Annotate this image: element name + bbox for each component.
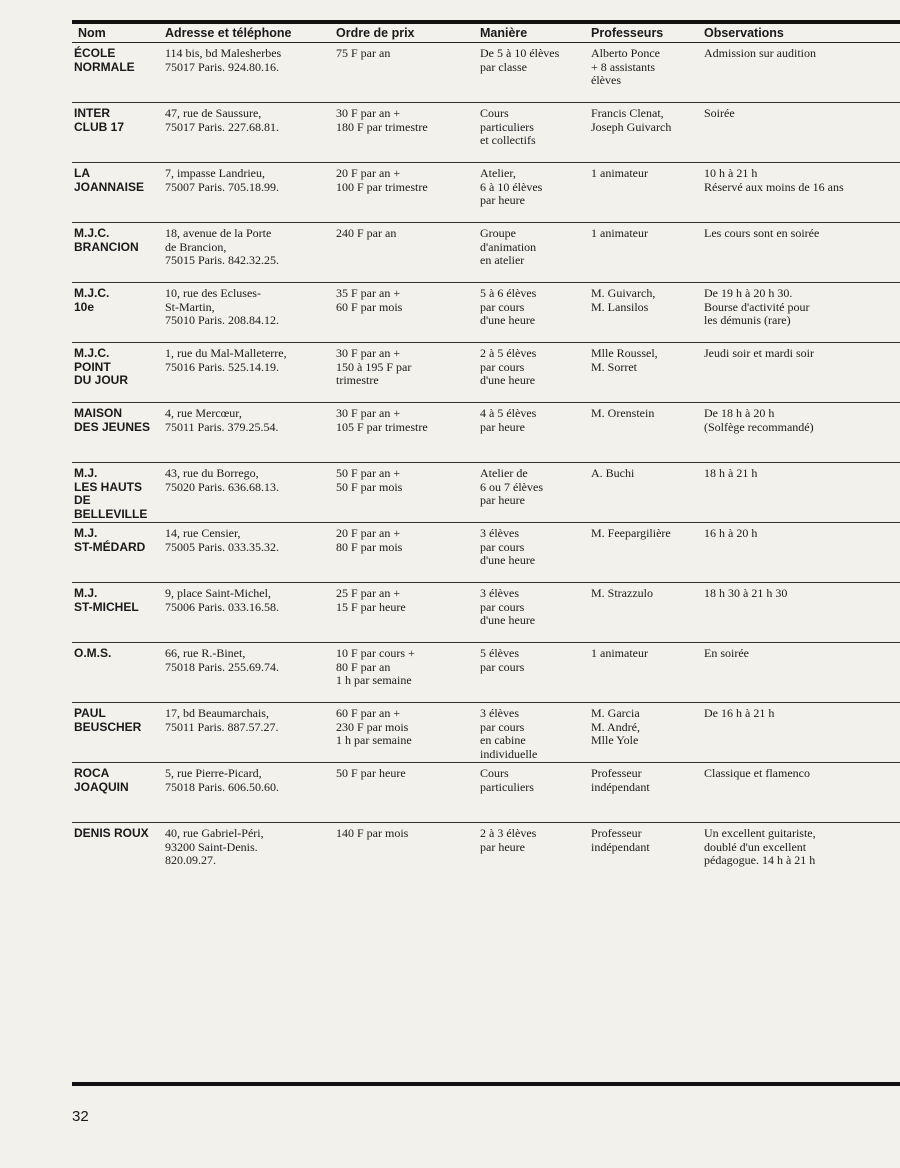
text-line: pédagogue. 14 h à 21 h xyxy=(704,853,816,867)
table-row xyxy=(72,823,900,883)
text-line: INTER xyxy=(74,106,110,120)
cell-maniere xyxy=(474,823,585,883)
text-line: PAUL xyxy=(74,706,106,720)
text-line: par heure xyxy=(480,193,525,207)
text-line: En soirée xyxy=(704,646,749,660)
text-line: DENIS ROUX xyxy=(74,826,149,840)
text-line: Cours xyxy=(480,106,509,120)
table-row xyxy=(72,463,900,523)
text-line: 18, avenue de la Porte xyxy=(165,226,272,240)
page-number: 32 xyxy=(72,1108,89,1125)
text-line: particuliers xyxy=(480,779,534,794)
cell-nom xyxy=(72,43,159,103)
cell-adresse xyxy=(159,703,330,763)
cell-nom xyxy=(72,403,159,463)
text-line: indépendant xyxy=(591,839,650,854)
text-line: 180 F par trimestre xyxy=(336,119,428,134)
cell-maniere xyxy=(474,463,585,523)
cell-adresse xyxy=(159,403,330,463)
cell-observations xyxy=(698,403,900,463)
text-line: M. Garcia xyxy=(591,706,640,720)
text-line: (Solfège recommandé) xyxy=(704,419,814,434)
text-line: Atelier de xyxy=(480,466,528,480)
cell-maniere xyxy=(474,43,585,103)
cell-observations xyxy=(698,463,900,523)
cell-maniere xyxy=(474,403,585,463)
cell-observations xyxy=(698,583,900,643)
text-line: 75018 Paris. 606.50.60. xyxy=(165,779,279,794)
text-line: 40, rue Gabriel-Péri, xyxy=(165,826,264,840)
text-line: 80 F par mois xyxy=(336,539,403,554)
text-line: par classe xyxy=(480,59,527,74)
text-line: 105 F par trimestre xyxy=(336,419,428,434)
text-line: 75017 Paris. 924.80.16. xyxy=(165,59,279,74)
text-line: Les cours sont en soirée xyxy=(704,226,820,240)
cell-adresse xyxy=(159,583,330,643)
text-line: 16 h à 20 h xyxy=(704,526,758,540)
text-line: 25 F par an + xyxy=(336,586,401,600)
table-row xyxy=(72,523,900,583)
text-line: 30 F par an + xyxy=(336,406,401,420)
text-line: 18 h à 21 h xyxy=(704,466,758,480)
text-line: O.M.S. xyxy=(74,646,112,660)
text-line: d'une heure xyxy=(480,313,536,327)
text-line: De 16 h à 21 h xyxy=(704,706,775,720)
text-line: 50 F par heure xyxy=(336,766,406,780)
text-line: 1 animateur xyxy=(591,166,648,180)
text-line: 10 F par cours + xyxy=(336,646,415,660)
text-line: d'une heure xyxy=(480,613,536,627)
text-line: CLUB 17 xyxy=(74,119,125,134)
text-line: trimestre xyxy=(336,373,379,387)
text-line: 75011 Paris. 887.57.27. xyxy=(165,719,279,734)
text-line: 4 à 5 élèves xyxy=(480,406,537,420)
text-line: de Brancion, xyxy=(165,239,227,254)
table-row xyxy=(72,223,900,283)
text-line: M. Sorret xyxy=(591,359,637,374)
text-line: 18 h 30 à 21 h 30 xyxy=(704,586,788,600)
text-line: 230 F par mois xyxy=(336,719,409,734)
text-line: par cours xyxy=(480,659,525,674)
header-observations: Observations xyxy=(698,24,900,43)
text-line: ÉCOLE xyxy=(74,46,116,60)
text-line: 20 F par an + xyxy=(336,526,401,540)
text-line: 10, rue des Ecluses- xyxy=(165,286,261,300)
header-nom: Nom xyxy=(72,24,159,43)
text-line: 10 h à 21 h xyxy=(704,166,758,180)
cell-observations xyxy=(698,643,900,703)
table-row xyxy=(72,283,900,343)
cell-prix xyxy=(330,403,474,463)
text-line: 5, rue Pierre-Picard, xyxy=(165,766,262,780)
table-row xyxy=(72,103,900,163)
cell-adresse xyxy=(159,343,330,403)
text-line: Bourse d'activité pour xyxy=(704,299,810,314)
text-line: ROCA xyxy=(74,766,110,780)
text-line: 150 à 195 F par xyxy=(336,359,412,374)
cell-observations xyxy=(698,763,900,823)
text-line: 1 animateur xyxy=(591,646,648,660)
cell-professeurs xyxy=(585,463,698,523)
cell-adresse xyxy=(159,643,330,703)
text-line: POINT xyxy=(74,359,111,374)
text-line: et collectifs xyxy=(480,133,536,147)
bottom-rule xyxy=(72,1082,900,1086)
text-line: 75016 Paris. 525.14.19. xyxy=(165,359,279,374)
cell-professeurs xyxy=(585,823,698,883)
text-line: Un excellent guitariste, xyxy=(704,826,816,840)
text-line: DE xyxy=(74,493,91,507)
text-line: Admission sur audition xyxy=(704,46,817,60)
text-line: 6 à 10 élèves xyxy=(480,179,543,194)
text-line: d'une heure xyxy=(480,553,536,567)
text-line: Professeur xyxy=(591,826,642,840)
cell-professeurs xyxy=(585,223,698,283)
cell-maniere xyxy=(474,343,585,403)
cell-adresse xyxy=(159,823,330,883)
text-line: en atelier xyxy=(480,253,525,267)
cell-prix xyxy=(330,283,474,343)
text-line: M. Feepargilière xyxy=(591,526,671,540)
cell-maniere xyxy=(474,523,585,583)
table-row xyxy=(72,643,900,703)
cell-observations xyxy=(698,523,900,583)
cell-maniere xyxy=(474,163,585,223)
text-line: BEUSCHER xyxy=(74,719,142,734)
text-line: 17, bd Beaumarchais, xyxy=(165,706,269,720)
text-line: par cours xyxy=(480,599,525,614)
text-line: M.J. xyxy=(74,526,98,540)
table-row xyxy=(72,163,900,223)
text-line: 75015 Paris. 842.32.25. xyxy=(165,253,279,267)
text-line: 93200 Saint-Denis. xyxy=(165,839,258,854)
text-line: Francis Clenat, xyxy=(591,106,664,120)
text-line: 820.09.27. xyxy=(165,853,216,867)
text-line: M. Orenstein xyxy=(591,406,655,420)
text-line: 2 à 3 élèves xyxy=(480,826,537,840)
cell-adresse xyxy=(159,463,330,523)
text-line: Mlle Roussel, xyxy=(591,346,658,360)
cell-maniere xyxy=(474,643,585,703)
text-line: M. Lansilos xyxy=(591,299,649,314)
text-line: 15 F par heure xyxy=(336,599,406,614)
cell-prix xyxy=(330,103,474,163)
text-line: 5 à 6 élèves xyxy=(480,286,537,300)
cell-observations xyxy=(698,823,900,883)
text-line: 3 élèves xyxy=(480,526,519,540)
schools-table xyxy=(72,24,900,882)
text-line: DES JEUNES xyxy=(74,419,151,434)
text-line: Alberto Ponce xyxy=(591,46,660,60)
text-line: 75020 Paris. 636.68.13. xyxy=(165,479,279,494)
cell-observations xyxy=(698,223,900,283)
text-line: 1 h par semaine xyxy=(336,733,412,747)
text-line: par heure xyxy=(480,493,525,507)
text-line: 1 animateur xyxy=(591,226,648,240)
text-line: St-Martin, xyxy=(165,299,215,314)
text-line: 1, rue du Mal-Malleterre, xyxy=(165,346,287,360)
text-line: Soirée xyxy=(704,106,735,120)
text-line: M.J. xyxy=(74,586,98,600)
cell-observations xyxy=(698,43,900,103)
text-line: particuliers xyxy=(480,119,534,134)
text-line: Classique et flamenco xyxy=(704,766,810,780)
text-line: 20 F par an + xyxy=(336,166,401,180)
text-line: Professeur xyxy=(591,766,642,780)
header-row xyxy=(72,24,900,43)
cell-nom xyxy=(72,703,159,763)
cell-prix xyxy=(330,223,474,283)
cell-professeurs xyxy=(585,283,698,343)
text-line: De 5 à 10 élèves xyxy=(480,46,560,60)
cell-prix xyxy=(330,703,474,763)
text-line: 30 F par an + xyxy=(336,346,401,360)
cell-adresse xyxy=(159,763,330,823)
text-line: 3 élèves xyxy=(480,586,519,600)
cell-adresse xyxy=(159,43,330,103)
text-line: M.J.C. xyxy=(74,346,110,360)
text-line: JOANNAISE xyxy=(74,179,145,194)
cell-adresse xyxy=(159,283,330,343)
text-line: 3 élèves xyxy=(480,706,519,720)
text-line: 5 élèves xyxy=(480,646,519,660)
text-line: M. Strazzulo xyxy=(591,586,653,600)
text-line: Mlle Yole xyxy=(591,733,639,747)
cell-nom xyxy=(72,823,159,883)
text-line: 100 F par trimestre xyxy=(336,179,428,194)
cell-prix xyxy=(330,163,474,223)
text-line: 30 F par an + xyxy=(336,106,401,120)
table-row xyxy=(72,703,900,763)
text-line: 75007 Paris. 705.18.99. xyxy=(165,179,279,194)
table-row xyxy=(72,763,900,823)
text-line: ST-MÉDARD xyxy=(74,539,146,554)
text-line: 47, rue de Saussure, xyxy=(165,106,262,120)
cell-prix xyxy=(330,583,474,643)
text-line: 14, rue Censier, xyxy=(165,526,241,540)
header-maniere: Manière xyxy=(474,24,585,43)
table-row xyxy=(72,343,900,403)
cell-observations xyxy=(698,103,900,163)
text-line: 75017 Paris. 227.68.81. xyxy=(165,119,279,134)
cell-maniere xyxy=(474,583,585,643)
cell-professeurs xyxy=(585,163,698,223)
cell-professeurs xyxy=(585,643,698,703)
text-line: 43, rue du Borrego, xyxy=(165,466,259,480)
text-line: 240 F par an xyxy=(336,226,397,240)
text-line: Atelier, xyxy=(480,166,516,180)
text-line: + 8 assistants xyxy=(591,59,656,74)
cell-nom xyxy=(72,103,159,163)
text-line: De 18 h à 20 h xyxy=(704,406,775,420)
text-line: M. André, xyxy=(591,719,640,734)
table-row xyxy=(72,583,900,643)
cell-prix xyxy=(330,523,474,583)
text-line: MAISON xyxy=(74,406,122,420)
cell-adresse xyxy=(159,223,330,283)
text-line: NORMALE xyxy=(74,59,135,74)
text-line: d'animation xyxy=(480,239,537,254)
cell-observations xyxy=(698,343,900,403)
cell-professeurs xyxy=(585,523,698,583)
text-line: 75 F par an xyxy=(336,46,391,60)
cell-nom xyxy=(72,583,159,643)
cell-adresse xyxy=(159,103,330,163)
table-row xyxy=(72,403,900,463)
text-line: De 19 h à 20 h 30. xyxy=(704,286,793,300)
text-line: M.J.C. xyxy=(74,226,110,240)
text-line: 140 F par mois xyxy=(336,826,409,840)
text-line: 4, rue Mercœur, xyxy=(165,406,242,420)
cell-prix xyxy=(330,643,474,703)
text-line: 2 à 5 élèves xyxy=(480,346,537,360)
cell-professeurs xyxy=(585,763,698,823)
cell-maniere xyxy=(474,223,585,283)
cell-maniere xyxy=(474,283,585,343)
text-line: d'une heure xyxy=(480,373,536,387)
text-line: 75018 Paris. 255.69.74. xyxy=(165,659,279,674)
text-line: 75006 Paris. 033.16.58. xyxy=(165,599,279,614)
text-line: 7, impasse Landrieu, xyxy=(165,166,265,180)
cell-professeurs xyxy=(585,403,698,463)
cell-maniere xyxy=(474,703,585,763)
text-line: JOAQUIN xyxy=(74,779,129,794)
text-line: 50 F par mois xyxy=(336,479,403,494)
cell-nom xyxy=(72,283,159,343)
text-line: 114 bis, bd Malesherbes xyxy=(165,46,282,60)
text-line: Groupe xyxy=(480,226,516,240)
cell-professeurs xyxy=(585,343,698,403)
cell-professeurs xyxy=(585,703,698,763)
text-line: 75005 Paris. 033.35.32. xyxy=(165,539,279,554)
text-line: M.J. xyxy=(74,466,98,480)
text-line: 1 h par semaine xyxy=(336,673,412,687)
cell-professeurs xyxy=(585,583,698,643)
text-line: les démunis (rare) xyxy=(704,313,791,327)
text-line: 60 F par an + xyxy=(336,706,401,720)
text-line: en cabine xyxy=(480,733,526,747)
text-line: Joseph Guivarch xyxy=(591,119,672,134)
cell-adresse xyxy=(159,163,330,223)
text-line: indépendant xyxy=(591,779,650,794)
text-line: individuelle xyxy=(480,746,538,761)
text-line: BRANCION xyxy=(74,239,139,254)
text-line: BELLEVILLE xyxy=(74,506,148,521)
text-line: 75010 Paris. 208.84.12. xyxy=(165,313,279,327)
cell-prix xyxy=(330,463,474,523)
cell-nom xyxy=(72,463,159,523)
text-line: par cours xyxy=(480,359,525,374)
text-line: par cours xyxy=(480,539,525,554)
cell-maniere xyxy=(474,103,585,163)
table-row xyxy=(72,43,900,103)
cell-prix xyxy=(330,43,474,103)
cell-observations xyxy=(698,163,900,223)
header-prix: Ordre de prix xyxy=(330,24,474,43)
text-line: LA xyxy=(74,166,90,180)
text-line: 75011 Paris. 379.25.54. xyxy=(165,419,279,434)
text-line: Réservé aux moins de 16 ans xyxy=(704,179,844,194)
cell-nom xyxy=(72,163,159,223)
cell-prix xyxy=(330,763,474,823)
text-line: par heure xyxy=(480,419,525,434)
text-line: 35 F par an + xyxy=(336,286,401,300)
text-line: 60 F par mois xyxy=(336,299,403,314)
cell-nom xyxy=(72,523,159,583)
cell-maniere xyxy=(474,763,585,823)
header-professeurs: Professeurs xyxy=(585,24,698,43)
text-line: 80 F par an xyxy=(336,659,391,674)
text-line: Jeudi soir et mardi soir xyxy=(704,346,814,360)
text-line: ST-MICHEL xyxy=(74,599,139,614)
cell-prix xyxy=(330,343,474,403)
cell-nom xyxy=(72,643,159,703)
text-line: 10e xyxy=(74,299,95,314)
text-line: M.J.C. xyxy=(74,286,110,300)
cell-nom xyxy=(72,343,159,403)
text-line: Cours xyxy=(480,766,509,780)
header-adresse: Adresse et téléphone xyxy=(159,24,330,43)
text-line: LES HAUTS xyxy=(74,479,143,494)
text-line: 50 F par an + xyxy=(336,466,401,480)
text-line: 66, rue R.-Binet, xyxy=(165,646,246,660)
text-line: par heure xyxy=(480,839,525,854)
text-line: par cours xyxy=(480,719,525,734)
text-line: A. Buchi xyxy=(591,466,635,480)
text-line: doublé d'un excellent xyxy=(704,839,807,854)
text-line: par cours xyxy=(480,299,525,314)
text-line: 9, place Saint-Michel, xyxy=(165,586,271,600)
text-line: DU JOUR xyxy=(74,373,129,387)
cell-nom xyxy=(72,763,159,823)
text-line: élèves xyxy=(591,73,621,87)
cell-professeurs xyxy=(585,43,698,103)
cell-professeurs xyxy=(585,103,698,163)
cell-observations xyxy=(698,703,900,763)
text-line: M. Guivarch, xyxy=(591,286,656,300)
cell-prix xyxy=(330,823,474,883)
cell-adresse xyxy=(159,523,330,583)
cell-nom xyxy=(72,223,159,283)
cell-observations xyxy=(698,283,900,343)
text-line: 6 ou 7 élèves xyxy=(480,479,543,494)
